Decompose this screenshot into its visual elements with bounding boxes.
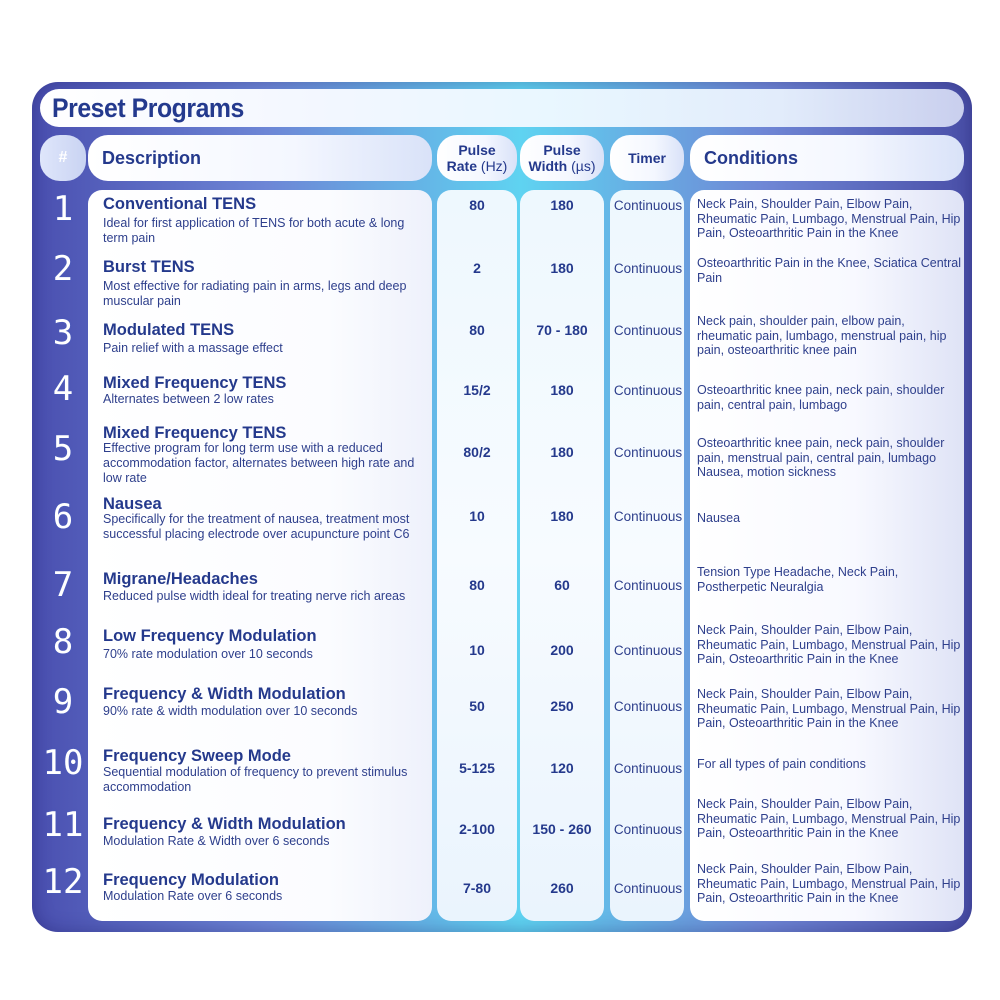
pulse-width-value: 70 - 180 <box>536 322 588 338</box>
program-number: 10 <box>42 743 84 783</box>
pulse-width-value: 180 <box>550 197 574 213</box>
program-description: 70% rate modulation over 10 seconds <box>103 647 313 661</box>
header-timer <box>610 135 684 181</box>
timer-value: Continuous <box>613 761 683 776</box>
program-description: 90% rate & width modulation over 10 seconds <box>103 704 358 718</box>
timer-value: Continuous <box>613 198 683 213</box>
program-number: 8 <box>52 622 74 662</box>
program-number: 6 <box>52 497 74 537</box>
conditions-text: Osteoarthritic knee pain, neck pain, shoulder pain, central pain, lumbago <box>697 383 945 412</box>
program-description: Pain relief with a massage effect <box>103 341 283 355</box>
program-number: 9 <box>52 682 74 722</box>
header-rate-line2: Rate <box>446 158 478 174</box>
conditions-text: Neck Pain, Shoulder Pain, Elbow Pain, Rheumatic Pain, Lumbago, Menstrual Pain, Hip Pain, Osteoarthritic Pain in the Knee <box>697 687 961 730</box>
conditions-text: Neck Pain, Shoulder Pain, Elbow Pain, Rheumatic Pain, Lumbago, Menstrual Pain, Hip Pain, Osteoarthritic Pain in the Knee <box>697 623 961 666</box>
program-name: Frequency Modulation <box>103 871 280 889</box>
conditions-text: Tension Type Headache, Neck Pain, Postherpetic Neuralgia <box>697 565 899 594</box>
program-description: Modulation Rate over 6 seconds <box>103 889 283 903</box>
program-description: Specifically for the treatment of nausea, treatment most successful placing electrode over acupuncture point C6 <box>103 512 410 541</box>
timer-value: Continuous <box>613 509 683 524</box>
pulse-width-value: 260 <box>550 880 574 896</box>
program-number: 12 <box>42 862 84 902</box>
pulse-rate-value: 7-80 <box>462 880 492 896</box>
program-name: Migrane/Headaches <box>103 570 258 588</box>
timer-value: Continuous <box>613 822 683 837</box>
header-conditions <box>690 135 964 181</box>
program-description: Most effective for radiating pain in arms, legs and deep muscular pain <box>103 279 407 308</box>
conditions-text: Osteoarthritic Pain in the Knee, Sciatica Central Pain <box>697 256 962 285</box>
header-description-label: Description <box>102 147 202 168</box>
program-description: Modulation Rate & Width over 6 seconds <box>103 834 330 848</box>
program-name: Burst TENS <box>103 258 195 276</box>
program-number: 3 <box>52 313 74 353</box>
conditions-text: Nausea <box>697 511 741 525</box>
timer-value: Continuous <box>613 445 683 460</box>
header-timer-label: Timer <box>628 150 666 166</box>
pulse-width-value: 120 <box>550 760 574 776</box>
program-name: Low Frequency Modulation <box>103 627 317 645</box>
header-description <box>88 135 432 181</box>
program-name: Modulated TENS <box>103 321 235 339</box>
pulse-rate-value: 5-125 <box>459 760 495 776</box>
program-description: Alternates between 2 low rates <box>103 392 274 406</box>
timer-value: Continuous <box>613 261 683 276</box>
program-number: 2 <box>52 249 74 289</box>
pulse-rate-column <box>437 190 517 921</box>
conditions-text: Neck Pain, Shoulder Pain, Elbow Pain, Rheumatic Pain, Lumbago, Menstrual Pain, Hip Pain, Osteoarthritic Pain in the Knee <box>697 197 961 240</box>
pulse-width-value: 180 <box>550 508 574 524</box>
program-name: Nausea <box>103 495 162 513</box>
conditions-text: Osteoarthritic knee pain, neck pain, shoulder pain, menstrual pain, central pain, lumbago Nausea, motion sickness <box>697 436 945 479</box>
header-width-unit: (µs) <box>571 158 596 174</box>
header-rate-line1: Pulse <box>458 142 496 158</box>
pulse-width-value: 200 <box>550 642 574 658</box>
conditions-text: Neck Pain, Shoulder Pain, Elbow Pain, Rheumatic Pain, Lumbago, Menstrual Pain, Hip Pain, Osteoarthritic Pain in the Knee <box>697 797 961 840</box>
program-number: 1 <box>52 189 74 229</box>
program-name: Frequency & Width Modulation <box>103 685 346 703</box>
program-number: 5 <box>52 429 74 469</box>
program-number: 11 <box>42 805 84 845</box>
pulse-rate-value: 10 <box>469 642 485 658</box>
pulse-width-value: 60 <box>554 577 570 593</box>
program-name: Conventional TENS <box>103 195 257 213</box>
timer-value: Continuous <box>613 699 683 714</box>
conditions-text: Neck Pain, Shoulder Pain, Elbow Pain, Rheumatic Pain, Lumbago, Menstrual Pain, Hip Pain, Osteoarthritic Pain in the Knee <box>697 862 961 905</box>
pulse-rate-value: 15/2 <box>463 382 491 398</box>
pulse-rate-value: 80/2 <box>463 444 491 460</box>
pulse-width-value: 180 <box>550 444 574 460</box>
header-conditions-label: Conditions <box>704 147 798 168</box>
timer-value: Continuous <box>613 643 683 658</box>
pulse-width-value: 180 <box>550 382 574 398</box>
conditions-text: For all types of pain conditions <box>697 757 866 771</box>
pulse-rate-value: 80 <box>469 577 485 593</box>
program-description: Effective program for long term use with a reduced accommodation factor, alternates between high rate and low rate <box>103 441 415 485</box>
pulse-rate-value: 80 <box>469 197 485 213</box>
program-description: Sequential modulation of frequency to prevent stimulus accommodation <box>103 765 408 794</box>
header-width-line1: Pulse <box>543 142 581 158</box>
pulse-rate-value: 10 <box>469 508 485 524</box>
program-number: 7 <box>52 565 74 605</box>
pulse-width-value: 150 - 260 <box>532 821 592 837</box>
pulse-rate-value: 50 <box>469 698 485 714</box>
pulse-width-column <box>520 190 604 921</box>
pulse-rate-value: 80 <box>469 322 485 338</box>
timer-value: Continuous <box>613 578 683 593</box>
header-rate-unit: (Hz) <box>480 158 508 174</box>
pulse-width-value: 250 <box>550 698 574 714</box>
pulse-rate-value: 2 <box>473 260 481 276</box>
header-pulse-width <box>520 135 604 181</box>
program-number: 4 <box>52 369 74 409</box>
program-description: Ideal for first application of TENS for both acute & long term pain <box>103 216 405 245</box>
header-width-line2: Width <box>528 158 568 174</box>
program-description: Reduced pulse width ideal for treating nerve rich areas <box>103 589 406 603</box>
pulse-width-value: 180 <box>550 260 574 276</box>
conditions-text: Neck pain, shoulder pain, elbow pain, rheumatic pain, lumbago, menstrual pain, hip pain, osteoarthritic knee pain <box>697 314 947 357</box>
program-name: Frequency & Width Modulation <box>103 815 346 833</box>
program-name: Mixed Frequency TENS <box>103 374 287 392</box>
timer-column <box>610 190 684 921</box>
program-name: Frequency Sweep Mode <box>103 747 291 765</box>
timer-value: Continuous <box>613 323 683 338</box>
program-name: Mixed Frequency TENS <box>103 424 287 442</box>
header-pulse-rate <box>437 135 517 181</box>
pulse-rate-value: 2-100 <box>459 821 495 837</box>
header-number-label: # <box>58 149 68 166</box>
header-number <box>40 135 86 181</box>
timer-value: Continuous <box>613 383 683 398</box>
timer-value: Continuous <box>613 881 683 896</box>
page-title: Preset Programs <box>52 93 244 123</box>
